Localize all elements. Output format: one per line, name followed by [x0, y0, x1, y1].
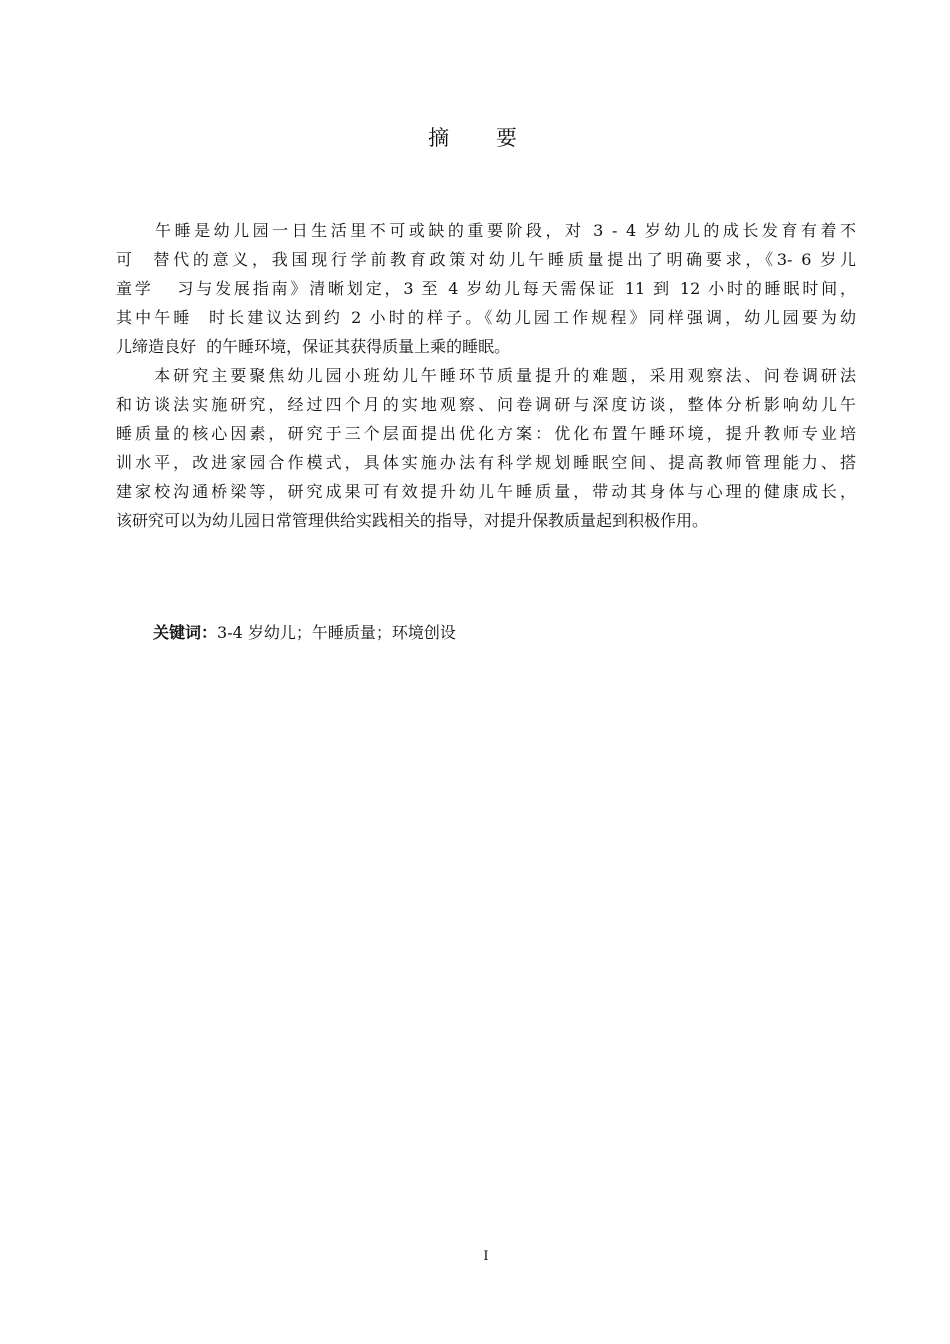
- text-line: 该研究可以为幼儿园日常管理供给实践相关的指导，对提升保教质量起到积极作用。: [116, 511, 709, 530]
- text-line: 训水平，改进家园合作模式，具体实施办法有科学规划睡眠空间、提高教师管理能力、搭: [116, 453, 856, 472]
- text-line: 午睡是幼儿园一日生活里不可或缺的重要阶段，对 3 - 4 岁幼儿的成长发育有着不: [116, 221, 856, 240]
- abstract-paragraph-1: [116, 216, 856, 361]
- abstract-paragraph-2: [116, 361, 856, 535]
- keywords-line: [153, 620, 456, 646]
- keywords-value: 3-4 岁幼儿；午睡质量；环境创设: [217, 623, 456, 642]
- text-line: 睡质量的核心因素，研究于三个层面提出优化方案：优化布置午睡环境，提升教师专业培: [116, 424, 856, 443]
- text-line: 儿缔造良好 的午睡环境，保证其获得质量上乘的睡眠。: [116, 337, 511, 356]
- text-line: 童学 习与发展指南》清晰划定，3 至 4 岁幼儿每天需保证 11 到 12 小时的睡眠时间，: [116, 279, 856, 298]
- abstract-body: [116, 216, 856, 535]
- text-line: 可 替代的意义，我国现行学前教育政策对幼儿午睡质量提出了明确要求，《3- 6 岁儿: [116, 250, 856, 269]
- keywords-label: 关键词：: [153, 623, 218, 642]
- abstract-title: 摘 要: [428, 126, 537, 150]
- page-number: I: [483, 1249, 489, 1264]
- text-line: 和访谈法实施研究，经过四个月的实地观察、问卷调研与深度访谈，整体分析影响幼儿午: [116, 395, 856, 414]
- text-line: 本研究主要聚焦幼儿园小班幼儿午睡环节质量提升的难题，采用观察法、问卷调研法: [116, 366, 856, 385]
- text-line: 建家校沟通桥梁等，研究成果可有效提升幼儿午睡质量，带动其身体与心理的健康成长，: [116, 482, 856, 501]
- text-line: 其中午睡 时长建议达到约 2 小时的样子。《幼儿园工作规程》同样强调，幼儿园要为幼: [116, 308, 856, 327]
